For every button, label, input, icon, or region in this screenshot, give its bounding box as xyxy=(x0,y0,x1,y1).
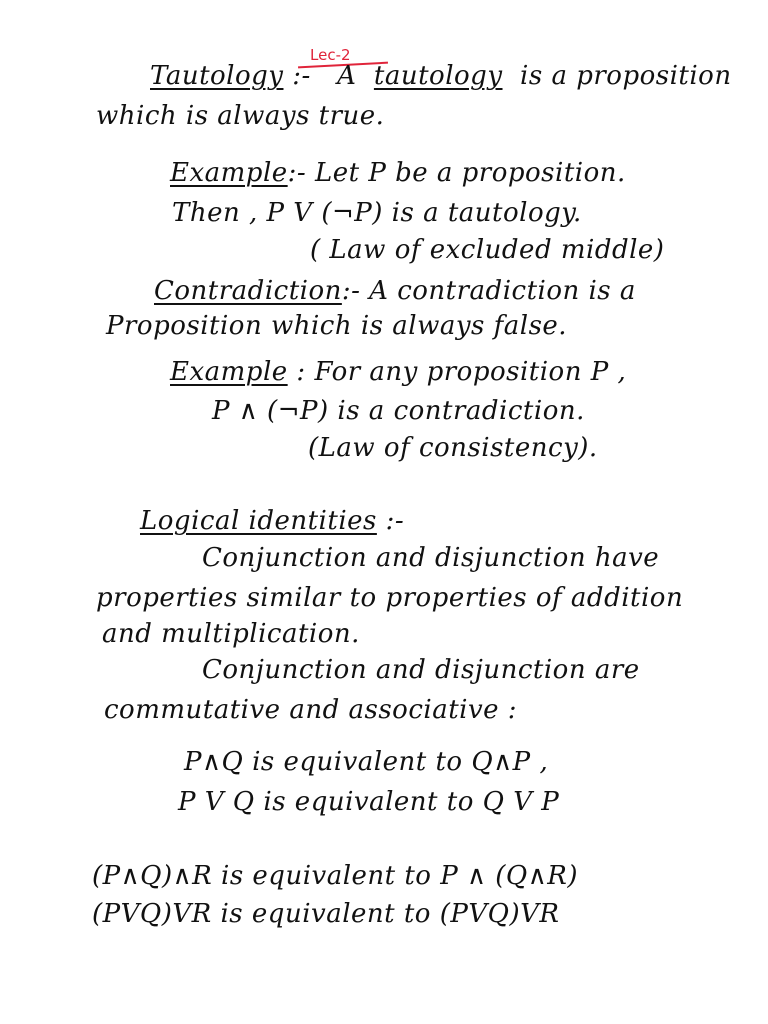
tautology-example-law: ( Law of excluded middle) xyxy=(310,235,665,265)
identities-separator: :- xyxy=(385,506,405,536)
tautology-line-1 xyxy=(150,60,732,92)
tautology-example-heading: Example xyxy=(170,158,288,188)
contradiction-line-1 xyxy=(154,275,636,307)
contradiction-heading: Contradiction xyxy=(154,276,342,306)
tautology-example-text: :- Let P be a proposition. xyxy=(287,158,626,188)
tautology-def-rest: is a proposition xyxy=(520,61,732,91)
lecture-tag: Lec-2 xyxy=(310,46,351,64)
contradiction-example-heading: Example xyxy=(170,357,288,387)
identities-heading: Logical identities xyxy=(140,506,377,536)
commutative-identity-1: P∧Q is equivalent to Q∧P , xyxy=(184,747,549,777)
contradiction-example-text: : For any proposition P , xyxy=(296,357,627,387)
tautology-separator: :- xyxy=(292,61,311,91)
contradiction-example-law: (Law of consistency). xyxy=(308,433,598,463)
associative-identity-2: (PVQ)VR is equivalent to (PVQ)VR xyxy=(92,899,560,929)
identities-para1-line-3: and multiplication. xyxy=(102,619,360,649)
contradiction-def-text: :- A contradiction is a xyxy=(341,276,636,306)
identities-para1-line-2: properties similar to properties of addition xyxy=(96,583,684,613)
contradiction-example-line-2: P ∧ (¬P) is a contradiction. xyxy=(212,396,585,426)
identities-para2-line-2: commutative and associative : xyxy=(104,695,518,725)
identities-para2-line-1: Conjunction and disjunction are xyxy=(202,655,640,685)
tautology-example-line-1 xyxy=(170,157,626,189)
identities-para1-line-1: Conjunction and disjunction have xyxy=(202,543,660,573)
commutative-identity-2: P V Q is equivalent to Q V P xyxy=(178,787,560,817)
associative-identity-1: (P∧Q)∧R is equivalent to P ∧ (Q∧R) xyxy=(92,861,578,891)
tautology-heading: Tautology xyxy=(150,61,284,91)
contradiction-example-line-1 xyxy=(170,356,626,388)
tautology-example-line-2: Then , P V (¬P) is a tautology. xyxy=(172,198,582,228)
tautology-definition-line-2: which is always true. xyxy=(96,101,385,131)
contradiction-definition-line-2: Proposition which is always false. xyxy=(106,311,568,341)
tautology-def-a: A xyxy=(337,61,357,91)
identities-heading-line xyxy=(140,505,404,537)
tautology-def-term: tautology xyxy=(373,61,503,91)
